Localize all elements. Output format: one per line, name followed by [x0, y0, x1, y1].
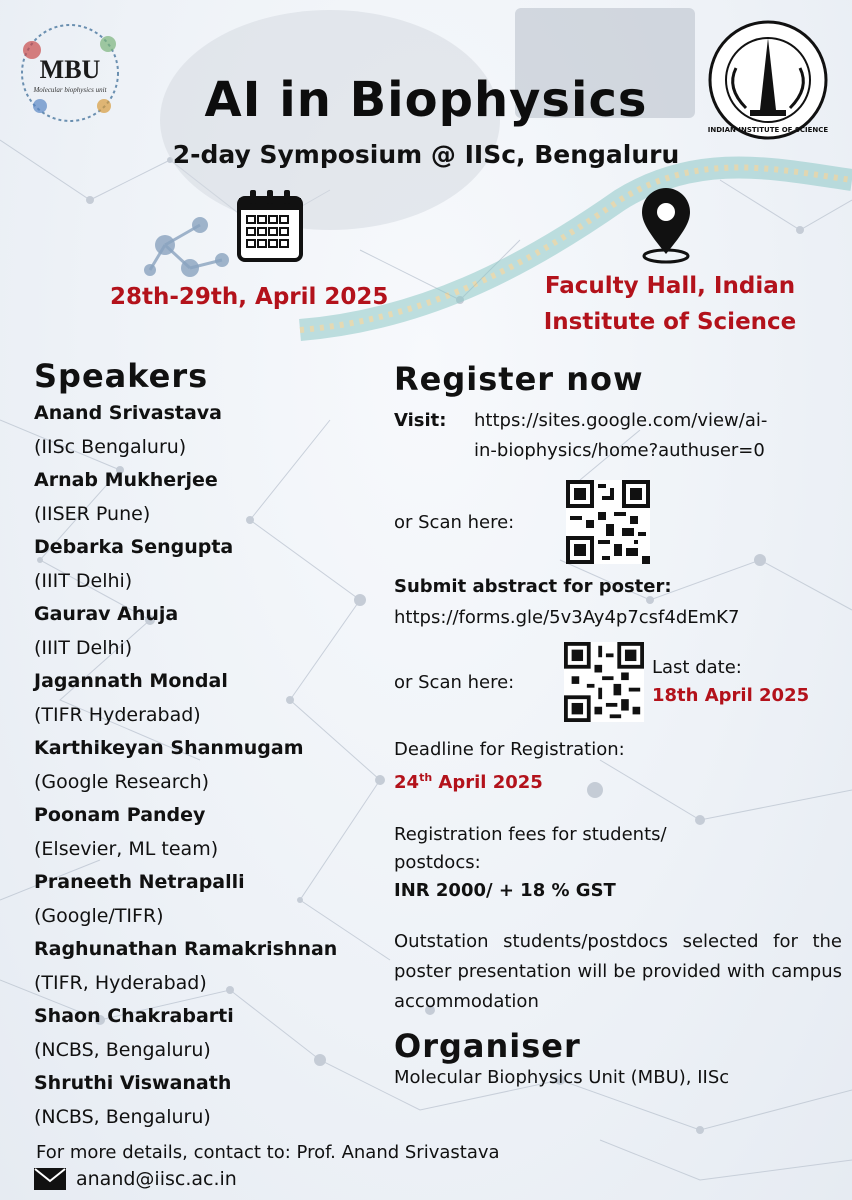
speaker-item: [34, 531, 384, 598]
contact-text: For more details, contact to: Prof. Anand Srivastava: [36, 1142, 500, 1163]
speaker-affiliation: (NCBS, Bengaluru): [34, 1039, 211, 1061]
speaker-name: Praneeth Netrapalli: [34, 871, 245, 893]
organiser-name: Molecular Biophysics Unit (MBU), IISc: [394, 1067, 730, 1088]
speaker-name: Arnab Mukherjee: [34, 469, 218, 491]
scan-label: or Scan here:: [394, 511, 515, 533]
speaker-name: Shruthi Viswanath: [34, 1072, 232, 1094]
speaker-affiliation: (Google/TIFR): [34, 905, 164, 927]
last-date: 18th April 2025: [652, 685, 810, 706]
speaker-affiliation: (IIIT Delhi): [34, 637, 133, 659]
deadline-suffix: th: [419, 771, 433, 784]
event-title: AI in Biophysics: [204, 72, 648, 128]
speakers-heading: Speakers: [34, 357, 209, 395]
last-date-label: Last date:: [652, 657, 742, 678]
calendar-icon: [236, 188, 304, 264]
venue-line-1: Faculty Hall, Indian: [544, 273, 796, 299]
speaker-affiliation: (IISER Pune): [34, 503, 151, 525]
speaker-item: [34, 1067, 384, 1134]
register-section: [394, 360, 842, 1088]
speaker-item: [34, 866, 384, 933]
deadline-day: 24: [394, 772, 420, 793]
contact-email[interactable]: anand@iisc.ac.in: [76, 1168, 237, 1190]
venue-line-2: Institute of Science: [543, 309, 797, 335]
deadline-rest: April 2025: [432, 772, 543, 793]
speaker-item: [34, 732, 384, 799]
organiser-heading: Organiser: [394, 1027, 581, 1065]
register-heading: Register now: [394, 360, 644, 398]
speaker-name: Raghunathan Ramakrishnan: [34, 938, 338, 960]
event-venue: [520, 268, 820, 340]
fees-line-1: Registration fees for students/: [394, 824, 667, 845]
registration-link[interactable]: [474, 406, 767, 466]
visit-label: Visit:: [394, 410, 447, 431]
registration-url-line-1: https://sites.google.com/view/ai-: [474, 410, 768, 431]
speaker-name: Karthikeyan Shanmugam: [34, 737, 304, 759]
speaker-affiliation: (Elsevier, ML team): [34, 838, 219, 860]
speaker-name: Debarka Sengupta: [34, 536, 234, 558]
speaker-item: [34, 598, 384, 665]
event-date: 28th-29th, April 2025: [110, 284, 389, 310]
speaker-affiliation: (IISc Bengaluru): [34, 436, 187, 458]
location-pin-icon: [638, 188, 694, 264]
speaker-affiliation: (NCBS, Bengaluru): [34, 1106, 211, 1128]
speaker-item: [34, 397, 384, 464]
contact-email-row[interactable]: [34, 1168, 237, 1190]
registration-qr-code[interactable]: [566, 480, 650, 564]
poster-link[interactable]: https://forms.gle/5v3Ay4p7csf4dEmK7: [394, 607, 740, 628]
registration-deadline: [394, 764, 842, 797]
speaker-item: [34, 464, 384, 531]
poster-scan-label: or Scan here:: [394, 671, 515, 693]
fees-amount: INR 2000/ + 18 % GST: [394, 880, 616, 901]
speaker-name: Gaurav Ahuja: [34, 603, 179, 625]
mbu-logo-sub: Molecular biophysics unit: [33, 86, 107, 94]
deadline-label: Deadline for Registration:: [394, 739, 625, 760]
speaker-name: Shaon Chakrabarti: [34, 1005, 234, 1027]
speaker-name: Jagannath Mondal: [34, 670, 228, 692]
speakers-section: [34, 357, 384, 1134]
speaker-item: [34, 933, 384, 1000]
mbu-logo-text: MBU: [39, 55, 101, 84]
iisc-logo-text: INDIAN INSTITUTE OF SCIENCE: [707, 126, 829, 134]
speaker-affiliation: (TIFR Hyderabad): [34, 704, 201, 726]
speaker-affiliation: (IIIT Delhi): [34, 570, 133, 592]
mail-icon: [34, 1168, 66, 1190]
speaker-name: Anand Srivastava: [34, 402, 222, 424]
speaker-item: [34, 799, 384, 866]
event-subtitle: 2-day Symposium @ IISc, Bengaluru: [172, 140, 680, 169]
speaker-affiliation: (TIFR, Hyderabad): [34, 972, 207, 994]
speaker-name: Poonam Pandey: [34, 804, 206, 826]
speaker-item: [34, 665, 384, 732]
accommodation-note: Outstation students/postdocs selected for the poster presentation will be provided with campus accommodation: [394, 931, 842, 1012]
speaker-item: [34, 1000, 384, 1067]
fees-line-2: postdocs:: [394, 852, 481, 873]
poster-heading: Submit abstract for poster:: [394, 576, 672, 597]
registration-url-line-2: in-biophysics/home?authuser=0: [474, 440, 765, 461]
poster-qr-code[interactable]: [564, 642, 644, 722]
speaker-affiliation: (Google Research): [34, 771, 210, 793]
